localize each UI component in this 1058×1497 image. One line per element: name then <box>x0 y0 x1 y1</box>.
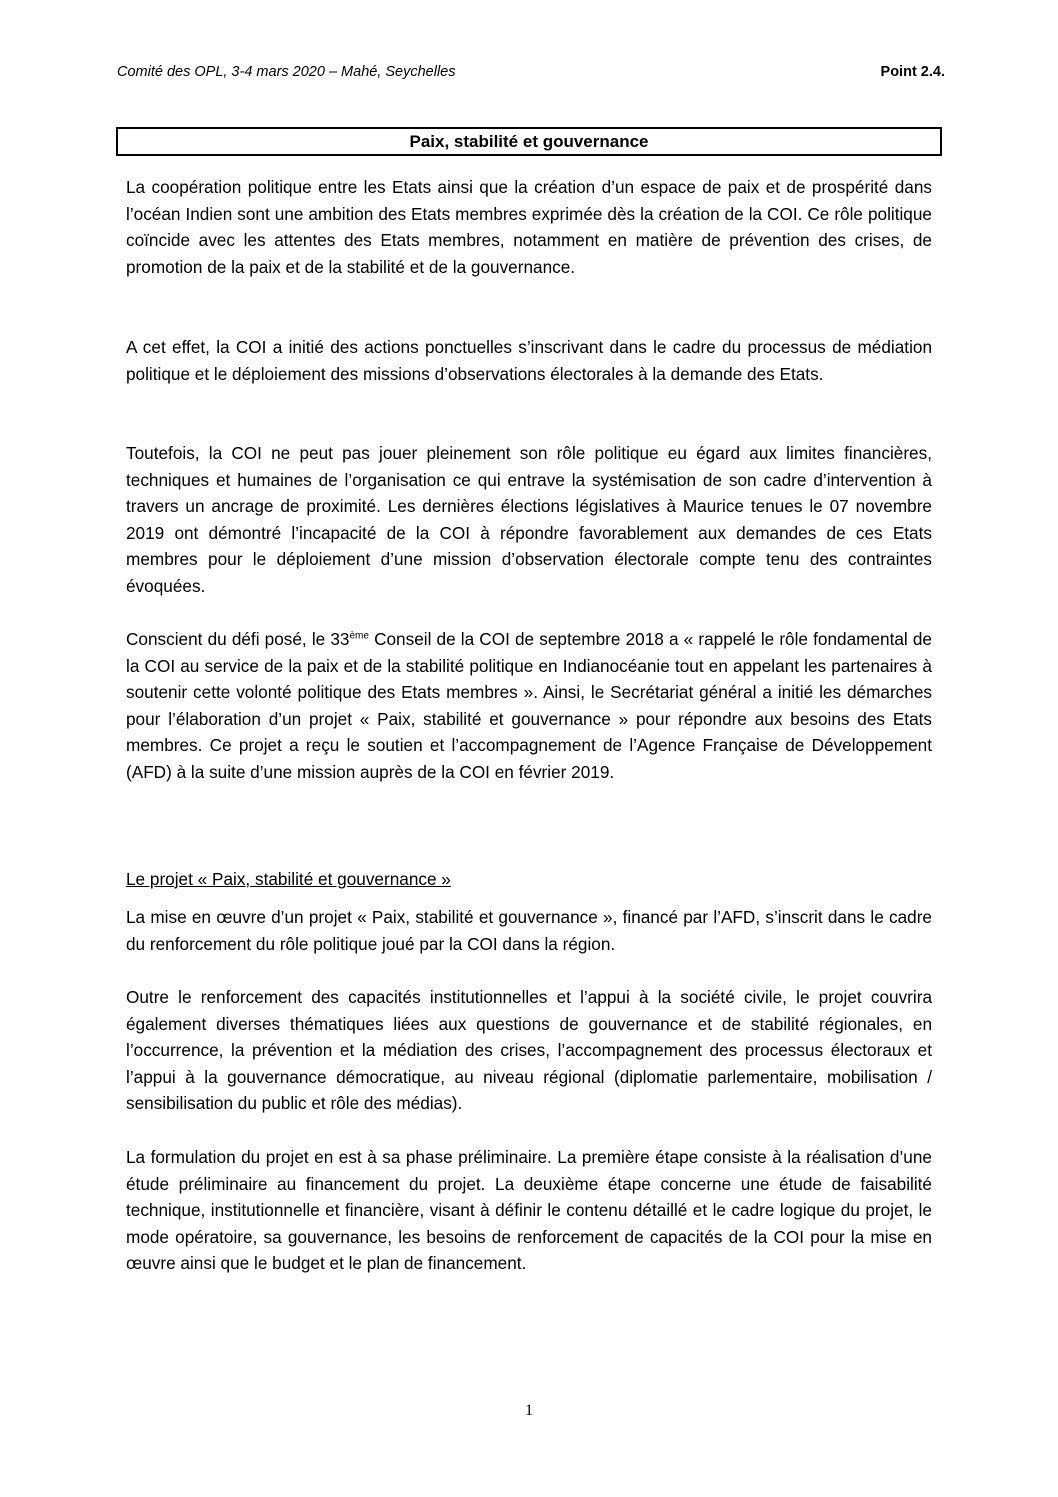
paragraph-1: La coopération politique entre les Etats ainsi que la création d’un espace de paix et de prospérité dans l’océan Indien sont une ambition des Etats membres exprimée dès la création de la COI. Ce rôle politique coïncide avec les attentes des Etats membres, notamment en matière de prévention des crises, de promotion de la paix et de la stabilité et de la gouvernance. <box>126 177 932 277</box>
section-heading: Le projet « Paix, stabilité et gouvernance » <box>126 869 451 889</box>
section-paragraph-1: La mise en œuvre d’un projet « Paix, stabilité et gouvernance », financé par l’AFD, s’inscrit dans le cadre du renforcement du rôle politique joué par la COI dans la région. <box>126 907 932 954</box>
page-number: 1 <box>525 1402 533 1419</box>
paragraph-4-rest: Conseil de la COI de septembre 2018 a « rappelé le rôle fondamental de la COI au service de la paix et de la stabilité politique en Indianocéanie tout en appelant les partenaires à soutenir cette volonté politique des Etats membres ». Ainsi, le Secrétariat général a initié les démarches pour l’élaboration d’un projet « Paix, stabilité et gouvernance » pour répondre aux besoins des Etats membres. Ce projet a reçu le soutien et l’accompagnement de l’Agence Française de Développement (AFD) à la suite d’une mission auprès de la COI en février 2019. <box>126 629 932 782</box>
paragraph-2: A cet effet, la COI a initié des actions ponctuelles s’inscrivant dans le cadre du processus de médiation politique et le déploiement des missions d’observations électorales à la demande des Etats. <box>126 337 932 384</box>
section-paragraph-2: Outre le renforcement des capacités institutionnelles et l’appui à la société civile, le projet couvrira également diverses thématiques liées aux questions de gouvernance et de stabilité régionales, en l’occurrence, la prévention et la médiation des crises, l’accompagnement des processus électoraux et l’appui à la gouvernance démocratique, au niveau régional (diplomatie parlementaire, mobilisation / sensibilisation du public et rôle des médias). <box>126 987 932 1113</box>
paragraph-3: Toutefois, la COI ne peut pas jouer pleinement son rôle politique eu égard aux limites financières, techniques et humaines de l’organisation ce qui entrave la systémisation de son cadre d’intervention à travers un ancrage de proximité. Les dernières élections législatives à Maurice tenues le 07 novembre 2019 ont démontré l’incapacité de la COI à répondre favorablement aux demandes de ces Etats membres pour le déploiement d’une mission d’observation électorale compte tenu des contraintes évoquées. <box>126 443 932 596</box>
header-point-number: Point 2.4. <box>880 64 945 80</box>
ordinal-suffix: ème <box>349 630 369 642</box>
header-meeting-info: Comité des OPL, 3-4 mars 2020 – Mahé, Seychelles <box>117 64 456 80</box>
paragraph-4 <box>126 626 932 785</box>
document-title: Paix, stabilité et gouvernance <box>409 131 649 151</box>
title-box <box>116 127 942 156</box>
section-paragraph-3: La formulation du projet en est à sa phase préliminaire. La première étape consiste à la réalisation d’une étude préliminaire au financement du projet. La deuxième étape concerne une étude de faisabilité technique, institutionnelle et financière, visant à définir le contenu détaillé et le cadre logique du projet, le mode opératoire, sa gouvernance, les besoins de renforcement de capacités de la COI pour la mise en œuvre ainsi que le budget et le plan de financement. <box>126 1147 932 1273</box>
paragraph-4-start: Conscient du défi posé, le 33 <box>126 629 350 649</box>
